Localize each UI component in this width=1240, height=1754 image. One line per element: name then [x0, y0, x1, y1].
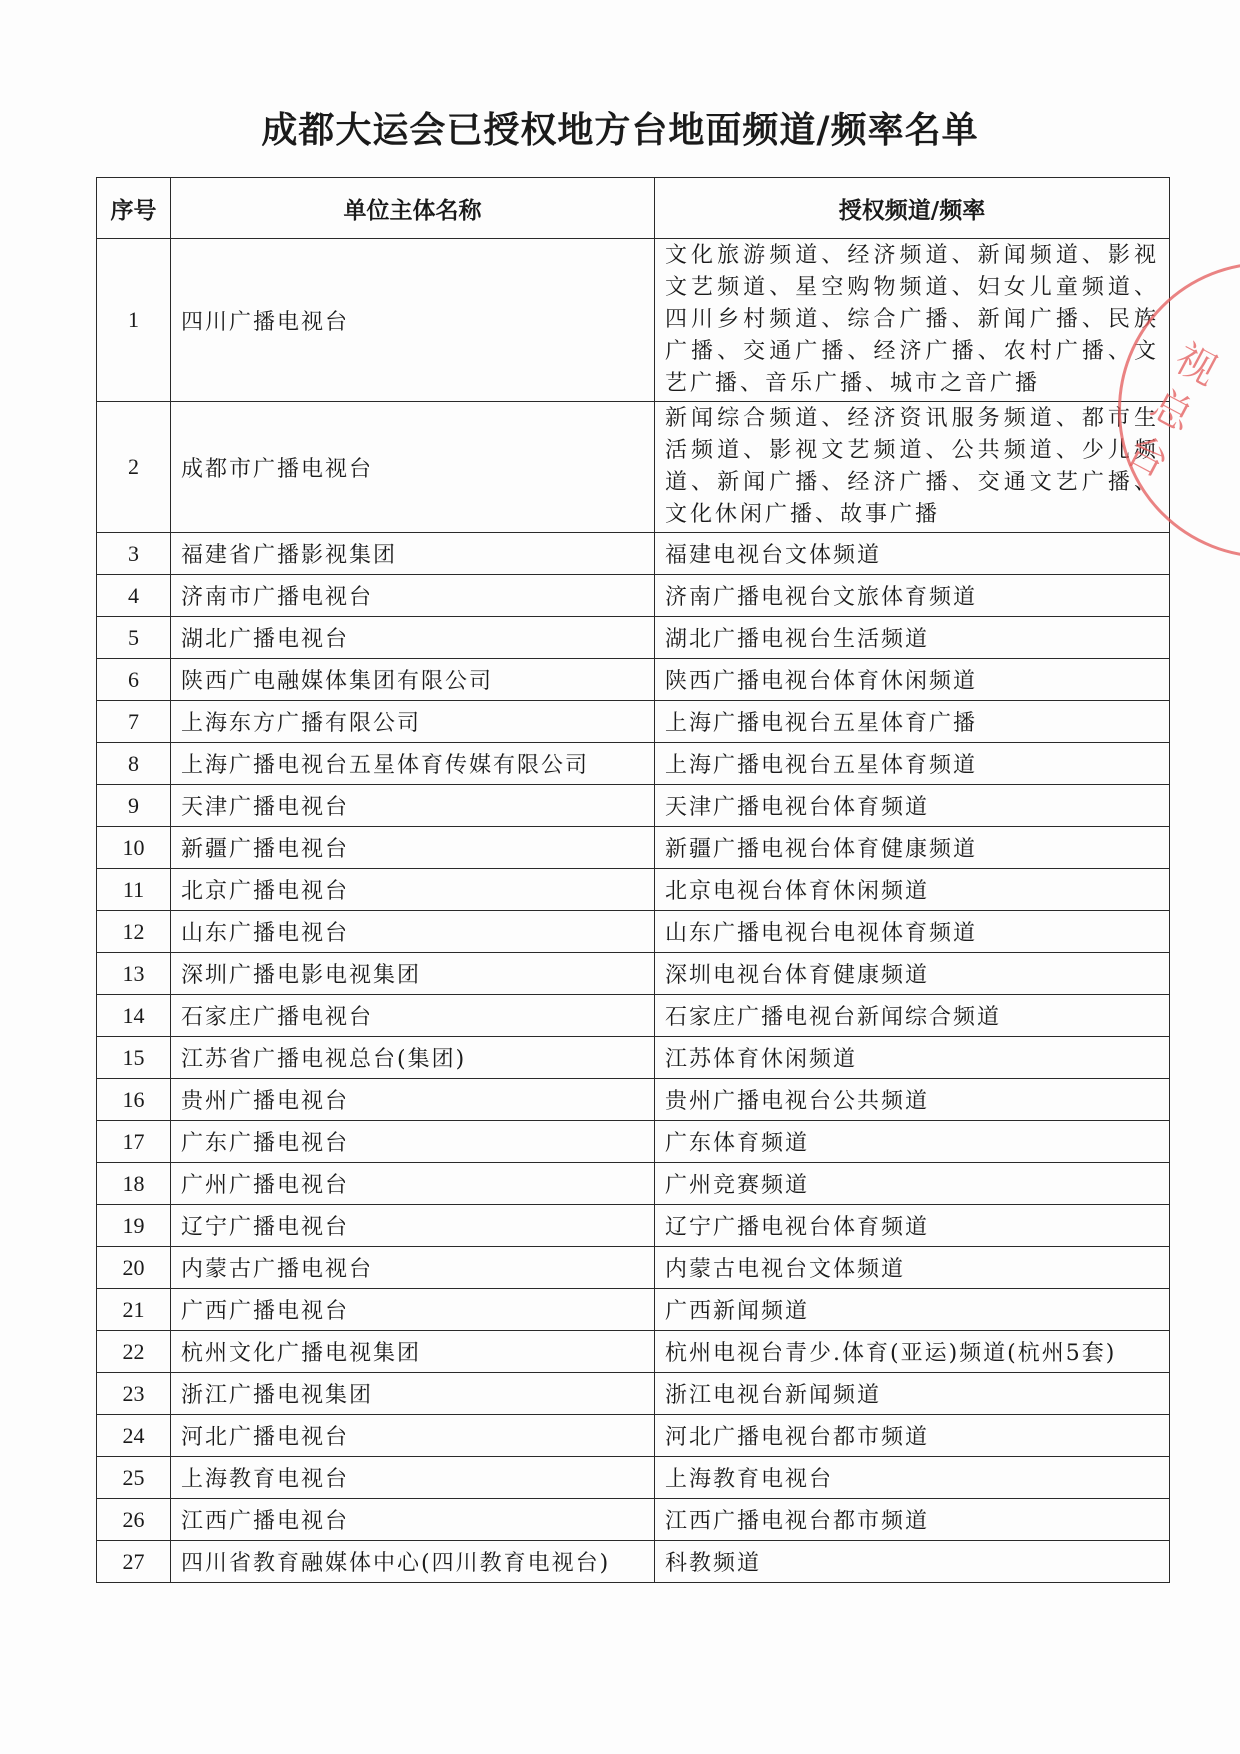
table-row [97, 1247, 1170, 1289]
row-serial-number: 19 [97, 1205, 171, 1247]
table-row [97, 1373, 1170, 1415]
row-serial-number: 4 [97, 575, 171, 617]
row-unit-name: 内蒙古广播电视台 [171, 1247, 655, 1289]
row-authorized-channels: 辽宁广播电视台体育频道 [655, 1205, 1170, 1247]
row-unit-name: 北京广播电视台 [171, 869, 655, 911]
row-authorized-channels: 新闻综合频道、经济资讯服务频道、都市生活频道、影视文艺频道、公共频道、少儿频道、新闻广播、经济广播、交通文艺广播、文化休闲广播、故事广播 [655, 402, 1170, 533]
row-authorized-channels: 天津广播电视台体育频道 [655, 785, 1170, 827]
row-serial-number: 9 [97, 785, 171, 827]
row-unit-name: 上海教育电视台 [171, 1457, 655, 1499]
row-unit-name: 济南市广播电视台 [171, 575, 655, 617]
row-unit-name: 深圳广播电影电视集团 [171, 953, 655, 995]
table-row [97, 1331, 1170, 1373]
row-unit-name: 广东广播电视台 [171, 1121, 655, 1163]
row-authorized-channels: 陕西广播电视台体育休闲频道 [655, 659, 1170, 701]
row-unit-name: 浙江广播电视集团 [171, 1373, 655, 1415]
header-serial-number: 序号 [97, 178, 171, 239]
table-row [97, 1037, 1170, 1079]
table-row [97, 1415, 1170, 1457]
row-unit-name: 四川省教育融媒体中心(四川教育电视台) [171, 1541, 655, 1583]
row-unit-name: 新疆广播电视台 [171, 827, 655, 869]
row-authorized-channels: 科教频道 [655, 1541, 1170, 1583]
row-unit-name: 福建省广播影视集团 [171, 533, 655, 575]
table-row [97, 911, 1170, 953]
table-row [97, 785, 1170, 827]
row-serial-number: 7 [97, 701, 171, 743]
row-serial-number: 6 [97, 659, 171, 701]
table-row [97, 1289, 1170, 1331]
row-serial-number: 21 [97, 1289, 171, 1331]
table-row [97, 239, 1170, 402]
table-row [97, 1205, 1170, 1247]
row-serial-number: 25 [97, 1457, 171, 1499]
row-unit-name: 山东广播电视台 [171, 911, 655, 953]
row-authorized-channels: 上海教育电视台 [655, 1457, 1170, 1499]
table-row [97, 869, 1170, 911]
row-unit-name: 湖北广播电视台 [171, 617, 655, 659]
table-row [97, 1079, 1170, 1121]
row-serial-number: 22 [97, 1331, 171, 1373]
table-row [97, 533, 1170, 575]
row-authorized-channels: 上海广播电视台五星体育频道 [655, 743, 1170, 785]
header-authorized-channels: 授权频道/频率 [655, 178, 1170, 239]
row-unit-name: 上海广播电视台五星体育传媒有限公司 [171, 743, 655, 785]
row-serial-number: 15 [97, 1037, 171, 1079]
row-authorized-channels: 广州竞赛频道 [655, 1163, 1170, 1205]
row-authorized-channels: 广西新闻频道 [655, 1289, 1170, 1331]
row-authorized-channels: 新疆广播电视台体育健康频道 [655, 827, 1170, 869]
row-authorized-channels: 上海广播电视台五星体育广播 [655, 701, 1170, 743]
row-authorized-channels: 广东体育频道 [655, 1121, 1170, 1163]
row-unit-name: 贵州广播电视台 [171, 1079, 655, 1121]
row-serial-number: 17 [97, 1121, 171, 1163]
row-authorized-channels: 北京电视台体育休闲频道 [655, 869, 1170, 911]
row-unit-name: 成都市广播电视台 [171, 402, 655, 533]
row-serial-number: 27 [97, 1541, 171, 1583]
row-unit-name: 江西广播电视台 [171, 1499, 655, 1541]
row-serial-number: 3 [97, 533, 171, 575]
row-authorized-channels: 河北广播电视台都市频道 [655, 1415, 1170, 1457]
row-serial-number: 5 [97, 617, 171, 659]
table-row [97, 575, 1170, 617]
row-unit-name: 杭州文化广播电视集团 [171, 1331, 655, 1373]
table-row [97, 1499, 1170, 1541]
table-row [97, 1541, 1170, 1583]
row-unit-name: 天津广播电视台 [171, 785, 655, 827]
row-authorized-channels: 内蒙古电视台文体频道 [655, 1247, 1170, 1289]
row-authorized-channels: 石家庄广播电视台新闻综合频道 [655, 995, 1170, 1037]
row-serial-number: 13 [97, 953, 171, 995]
header-unit-name: 单位主体名称 [171, 178, 655, 239]
row-authorized-channels: 文化旅游频道、经济频道、新闻频道、影视文艺频道、星空购物频道、妇女儿童频道、四川乡村频道、综合广播、新闻广播、民族广播、交通广播、经济广播、农村广播、文艺广播、音乐广播、城市之音广播 [655, 239, 1170, 402]
row-serial-number: 24 [97, 1415, 171, 1457]
row-authorized-channels: 福建电视台文体频道 [655, 533, 1170, 575]
table-row [97, 1457, 1170, 1499]
official-seal-text: 视 总 台 [1118, 335, 1225, 487]
row-serial-number: 20 [97, 1247, 171, 1289]
table-row [97, 701, 1170, 743]
row-serial-number: 1 [97, 239, 171, 402]
table-row [97, 659, 1170, 701]
row-serial-number: 14 [97, 995, 171, 1037]
row-authorized-channels: 山东广播电视台电视体育频道 [655, 911, 1170, 953]
page-title: 成都大运会已授权地方台地面频道/频率名单 [261, 109, 979, 151]
table-row [97, 402, 1170, 533]
table-row [97, 827, 1170, 869]
row-serial-number: 16 [97, 1079, 171, 1121]
row-authorized-channels: 深圳电视台体育健康频道 [655, 953, 1170, 995]
row-authorized-channels: 贵州广播电视台公共频道 [655, 1079, 1170, 1121]
row-serial-number: 10 [97, 827, 171, 869]
row-serial-number: 26 [97, 1499, 171, 1541]
table-row [97, 953, 1170, 995]
row-unit-name: 广州广播电视台 [171, 1163, 655, 1205]
row-authorized-channels: 杭州电视台青少.体育(亚运)频道(杭州5套) [655, 1331, 1170, 1373]
row-unit-name: 江苏省广播电视总台(集团) [171, 1037, 655, 1079]
row-unit-name: 河北广播电视台 [171, 1415, 655, 1457]
row-unit-name: 陕西广电融媒体集团有限公司 [171, 659, 655, 701]
table-header-row [97, 178, 1170, 239]
row-unit-name: 广西广播电视台 [171, 1289, 655, 1331]
table-row [97, 1163, 1170, 1205]
row-authorized-channels: 湖北广播电视台生活频道 [655, 617, 1170, 659]
row-unit-name: 四川广播电视台 [171, 239, 655, 402]
row-serial-number: 12 [97, 911, 171, 953]
table-row [97, 743, 1170, 785]
table-row [97, 995, 1170, 1037]
row-authorized-channels: 济南广播电视台文旅体育频道 [655, 575, 1170, 617]
row-unit-name: 辽宁广播电视台 [171, 1205, 655, 1247]
table-body [97, 239, 1170, 1583]
table-row [97, 617, 1170, 659]
row-unit-name: 上海东方广播有限公司 [171, 701, 655, 743]
row-authorized-channels: 浙江电视台新闻频道 [655, 1373, 1170, 1415]
row-unit-name: 石家庄广播电视台 [171, 995, 655, 1037]
table-row [97, 1121, 1170, 1163]
row-authorized-channels: 江苏体育休闲频道 [655, 1037, 1170, 1079]
row-serial-number: 8 [97, 743, 171, 785]
row-authorized-channels: 江西广播电视台都市频道 [655, 1499, 1170, 1541]
authorization-table [96, 177, 1170, 1583]
row-serial-number: 18 [97, 1163, 171, 1205]
row-serial-number: 23 [97, 1373, 171, 1415]
row-serial-number: 2 [97, 402, 171, 533]
row-serial-number: 11 [97, 869, 171, 911]
